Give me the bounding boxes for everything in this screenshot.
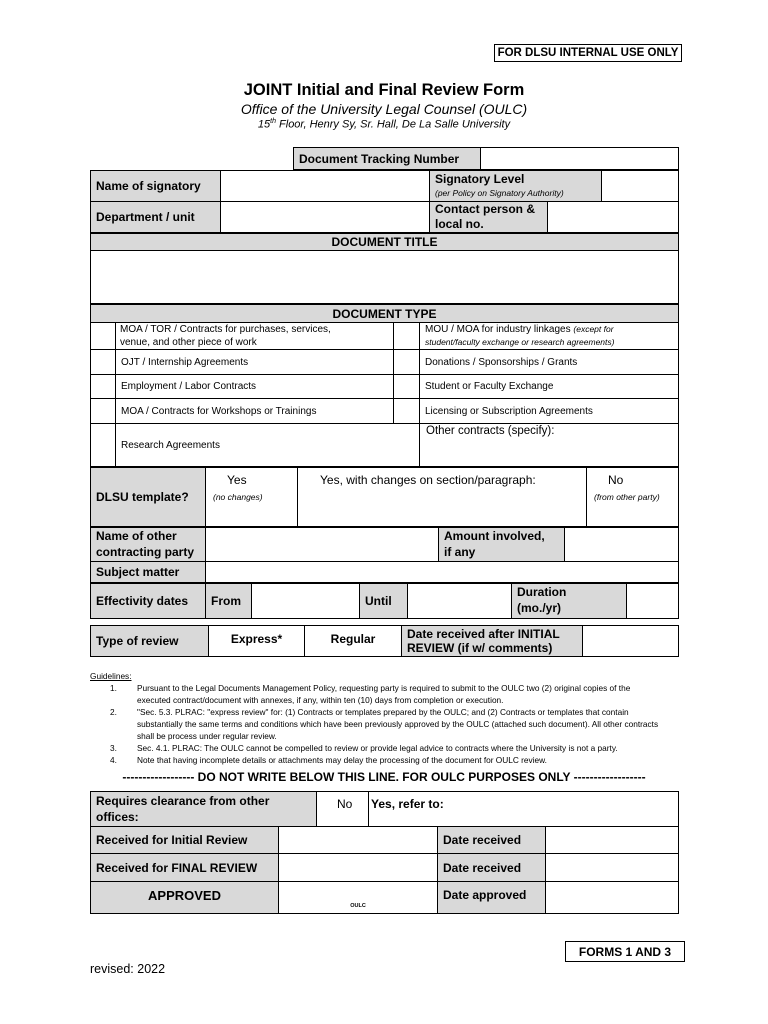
- type-donations-text: Donations / Sponsorships / Grants: [425, 356, 578, 368]
- tracking-label-text: Document Tracking Number: [299, 151, 460, 166]
- type-exchange-text: Student or Faculty Exchange: [425, 381, 554, 392]
- guideline-3: [110, 742, 680, 754]
- guideline-2-line1: "Sec. 5.3. PLRAC: "express review" for: (1) Contracts or templates prepared by the OULC; and (2) Contracts or templates that contain: [137, 707, 629, 717]
- template-label: [91, 468, 205, 526]
- guideline-1: [110, 682, 680, 706]
- tracking-input[interactable]: [481, 148, 678, 169]
- type-mou-main: MOU / MOA for industry linkages: [425, 324, 574, 335]
- final-review-label: [91, 854, 278, 881]
- template-with-changes-text: Yes, with changes on section/paragraph:: [320, 473, 536, 487]
- guidelines-heading-text: Guidelines:: [90, 671, 132, 681]
- document-title-heading: [91, 234, 678, 250]
- guideline-4: [110, 754, 680, 766]
- type-moa-tor: [120, 323, 392, 349]
- address-rest: Floor, Henry Sy, Sr. Hall, De La Salle University: [275, 118, 511, 131]
- date-received-initial-input[interactable]: [583, 626, 678, 656]
- initial-date-received-label: [438, 827, 545, 853]
- clearance-yes-refer[interactable]: [369, 792, 678, 826]
- date-received-initial-line1: Date received after INITIAL: [407, 627, 560, 641]
- contact-input[interactable]: [548, 202, 678, 232]
- from-input[interactable]: [252, 584, 359, 618]
- type-research-text: Research Agreements: [121, 439, 220, 451]
- template-label-text: DLSU template?: [96, 490, 189, 504]
- final-review-label-text: Received for FINAL REVIEW: [96, 860, 258, 875]
- type-donations: [420, 350, 678, 374]
- checkbox-donations[interactable]: [394, 350, 419, 374]
- oulc-divider-text: ------------------ DO NOT WRITE BELOW THIS LINE. FOR OULC PURPOSES ONLY ------------------: [122, 770, 646, 784]
- date-approved-label: [438, 882, 545, 913]
- review-regular[interactable]: [305, 626, 401, 652]
- until-input[interactable]: [408, 584, 511, 618]
- guidelines-heading: [90, 670, 132, 682]
- checkbox-research[interactable]: [91, 424, 115, 466]
- from-label: [206, 584, 251, 618]
- date-received-initial-label: [402, 626, 582, 656]
- date-approved-text: Date approved: [443, 888, 527, 902]
- until-label-text: Until: [365, 594, 392, 608]
- office-name: [0, 101, 768, 117]
- review-regular-text: Regular: [330, 632, 376, 646]
- checkbox-mou[interactable]: [394, 323, 419, 349]
- guidelines-list: [110, 682, 680, 766]
- duration-line2: (mo./yr): [517, 601, 562, 615]
- tracking-label: [294, 148, 480, 169]
- duration-label: [512, 584, 626, 618]
- signatory-level-label: [430, 171, 601, 201]
- amount-input[interactable]: [565, 528, 678, 561]
- type-licensing-text: Licensing or Subscription Agreements: [425, 405, 593, 417]
- document-title-input[interactable]: [91, 251, 678, 303]
- forms-badge: [565, 941, 685, 962]
- type-other[interactable]: [426, 425, 676, 437]
- effectivity-label: [91, 584, 205, 618]
- template-no[interactable]: [587, 468, 678, 526]
- approved-label: [91, 882, 278, 913]
- guideline-2-line3: shall be process under regular review.: [137, 731, 277, 741]
- until-label: [360, 584, 407, 618]
- signatory-name-label: [91, 171, 220, 201]
- type-employment: [116, 375, 392, 398]
- contact-label-line2: local no.: [435, 217, 484, 231]
- department-label: [91, 202, 220, 232]
- checkbox-employment[interactable]: [91, 375, 115, 398]
- type-ojt: [116, 350, 392, 374]
- type-mou-note1: (except for: [573, 324, 614, 334]
- guideline-2-num: 2.: [110, 707, 117, 717]
- internal-use-text: FOR DLSU INTERNAL USE ONLY: [497, 47, 679, 59]
- template-yes-text: Yes: [227, 473, 247, 487]
- document-title-heading-text: DOCUMENT TITLE: [331, 235, 438, 249]
- from-label-text: From: [211, 594, 241, 608]
- guideline-2: [110, 706, 680, 742]
- signatory-level-note: (per Policy on Signatory Authority): [435, 188, 564, 198]
- type-mou: [425, 323, 677, 349]
- signatory-level-text: Signatory Level: [435, 172, 525, 186]
- type-moa-tor-line1: MOA / TOR / Contracts for purchases, services,: [120, 324, 331, 335]
- contact-label-line1: Contact person &: [435, 202, 536, 216]
- type-licensing: [420, 399, 678, 423]
- form-title: [0, 81, 768, 100]
- checkbox-workshops[interactable]: [91, 399, 115, 423]
- guideline-1-line2: executed contract/document with annexes, if any, within ten (10) days from completion or execution.: [137, 695, 504, 705]
- clearance-label: [91, 792, 316, 826]
- final-review-input[interactable]: [279, 854, 437, 881]
- clearance-yes-refer-text: Yes, refer to:: [371, 797, 444, 811]
- approved-label-text: APPROVED: [148, 888, 221, 903]
- clearance-line2: offices:: [96, 810, 139, 824]
- checkbox-ojt[interactable]: [91, 350, 115, 374]
- type-workshops-text: MOA / Contracts for Workshops or Trainings: [121, 405, 317, 417]
- other-party-line2: contracting party: [96, 545, 195, 559]
- other-party-input[interactable]: [206, 528, 438, 561]
- template-yes[interactable]: [206, 468, 297, 526]
- document-type-heading: [91, 305, 678, 322]
- duration-line1: Duration: [517, 585, 567, 599]
- type-workshops: [116, 399, 392, 423]
- template-with-changes[interactable]: [298, 468, 586, 526]
- guideline-4-line1: Note that having incomplete details or attachments may delay the processing of the document for OULC review.: [137, 755, 547, 765]
- initial-date-received-input[interactable]: [546, 827, 678, 853]
- amount-line2: if any: [444, 545, 476, 559]
- final-date-received-text: Date received: [443, 860, 522, 875]
- type-employment-text: Employment / Labor Contracts: [121, 381, 257, 392]
- guideline-4-num: 4.: [110, 755, 117, 765]
- signatory-level-input[interactable]: [602, 171, 678, 201]
- checkbox-moa-tor[interactable]: [91, 323, 115, 349]
- initial-review-label: [91, 827, 278, 853]
- address-sup: th: [270, 118, 276, 125]
- initial-review-label-text: Received for Initial Review: [96, 833, 248, 847]
- checkbox-licensing[interactable]: [394, 399, 419, 423]
- review-label-text: Type of review: [96, 634, 179, 648]
- clearance-line1: Requires clearance from other: [96, 794, 270, 808]
- forms-badge-text: FORMS 1 AND 3: [578, 944, 672, 959]
- effectivity-label-text: Effectivity dates: [96, 594, 189, 608]
- signatory-name-label-text: Name of signatory: [96, 179, 201, 193]
- subject-label-text: Subject matter: [96, 565, 180, 579]
- duration-input[interactable]: [627, 584, 678, 618]
- amount-line1: Amount involved,: [444, 529, 545, 543]
- department-label-text: Department / unit: [96, 210, 195, 224]
- revised-date-text: revised: 2022: [90, 962, 166, 976]
- signatory-name-input[interactable]: [221, 171, 429, 201]
- guideline-3-num: 3.: [110, 743, 117, 753]
- guideline-2-line2: substantially the same terms and conditions which have been previously approved by the OULC (attached such document). All other contracts: [137, 719, 659, 729]
- address-floor: 15: [257, 118, 271, 131]
- final-date-received-input[interactable]: [546, 854, 678, 881]
- type-research: [116, 424, 418, 466]
- other-party-label: [91, 528, 205, 561]
- other-party-line1: Name of other: [96, 529, 177, 543]
- template-yes-note: (no changes): [213, 492, 263, 502]
- amount-label: [439, 528, 564, 561]
- document-type-heading-text: DOCUMENT TYPE: [332, 306, 437, 321]
- clearance-no-text: No: [337, 797, 353, 811]
- guideline-1-line1: Pursuant to the Legal Documents Management Policy, requesting party is required to submit to the OULC two (2) original copies of the: [137, 683, 631, 693]
- review-express[interactable]: [209, 626, 304, 652]
- guideline-1-num: 1.: [110, 683, 117, 693]
- template-no-note: (from other party): [594, 492, 660, 502]
- type-ojt-text: OJT / Internship Agreements: [121, 356, 249, 368]
- review-label: [91, 626, 208, 656]
- contact-label: [430, 202, 547, 232]
- type-moa-tor-line2: venue, and other piece of work: [120, 337, 257, 348]
- approved-oulc-caption: OULC: [350, 903, 366, 909]
- revised-date: [90, 962, 165, 976]
- form-title-text: JOINT Initial and Final Review Form: [243, 81, 525, 99]
- date-approved-input[interactable]: [546, 882, 678, 913]
- oulc-divider: [0, 770, 768, 784]
- final-date-received-label: [438, 854, 545, 881]
- office-name-text: Office of the University Legal Counsel (OULC): [240, 101, 528, 117]
- type-exchange: [420, 375, 678, 398]
- template-no-text: No: [608, 473, 624, 487]
- date-received-initial-line2: REVIEW (if w/ comments): [407, 641, 553, 655]
- subject-input[interactable]: [206, 562, 678, 582]
- type-other-text: Other contracts (specify):: [426, 425, 555, 437]
- type-mou-note2: student/faculty exchange or research agreements): [425, 337, 615, 347]
- guideline-3-line1: Sec. 4.1. PLRAC: The OULC cannot be compelled to review or provide legal advice to contracts where the University is not a party.: [137, 743, 618, 753]
- initial-date-received-text: Date received: [443, 833, 522, 847]
- checkbox-exchange[interactable]: [394, 375, 419, 398]
- review-express-text: Express*: [230, 632, 283, 646]
- office-address: [0, 118, 768, 131]
- clearance-no[interactable]: [317, 792, 368, 826]
- subject-label: [91, 562, 205, 582]
- department-input[interactable]: [221, 202, 429, 232]
- approved-signature-input[interactable]: [279, 882, 437, 913]
- internal-use-badge: [494, 44, 682, 62]
- initial-review-input[interactable]: [279, 827, 437, 853]
